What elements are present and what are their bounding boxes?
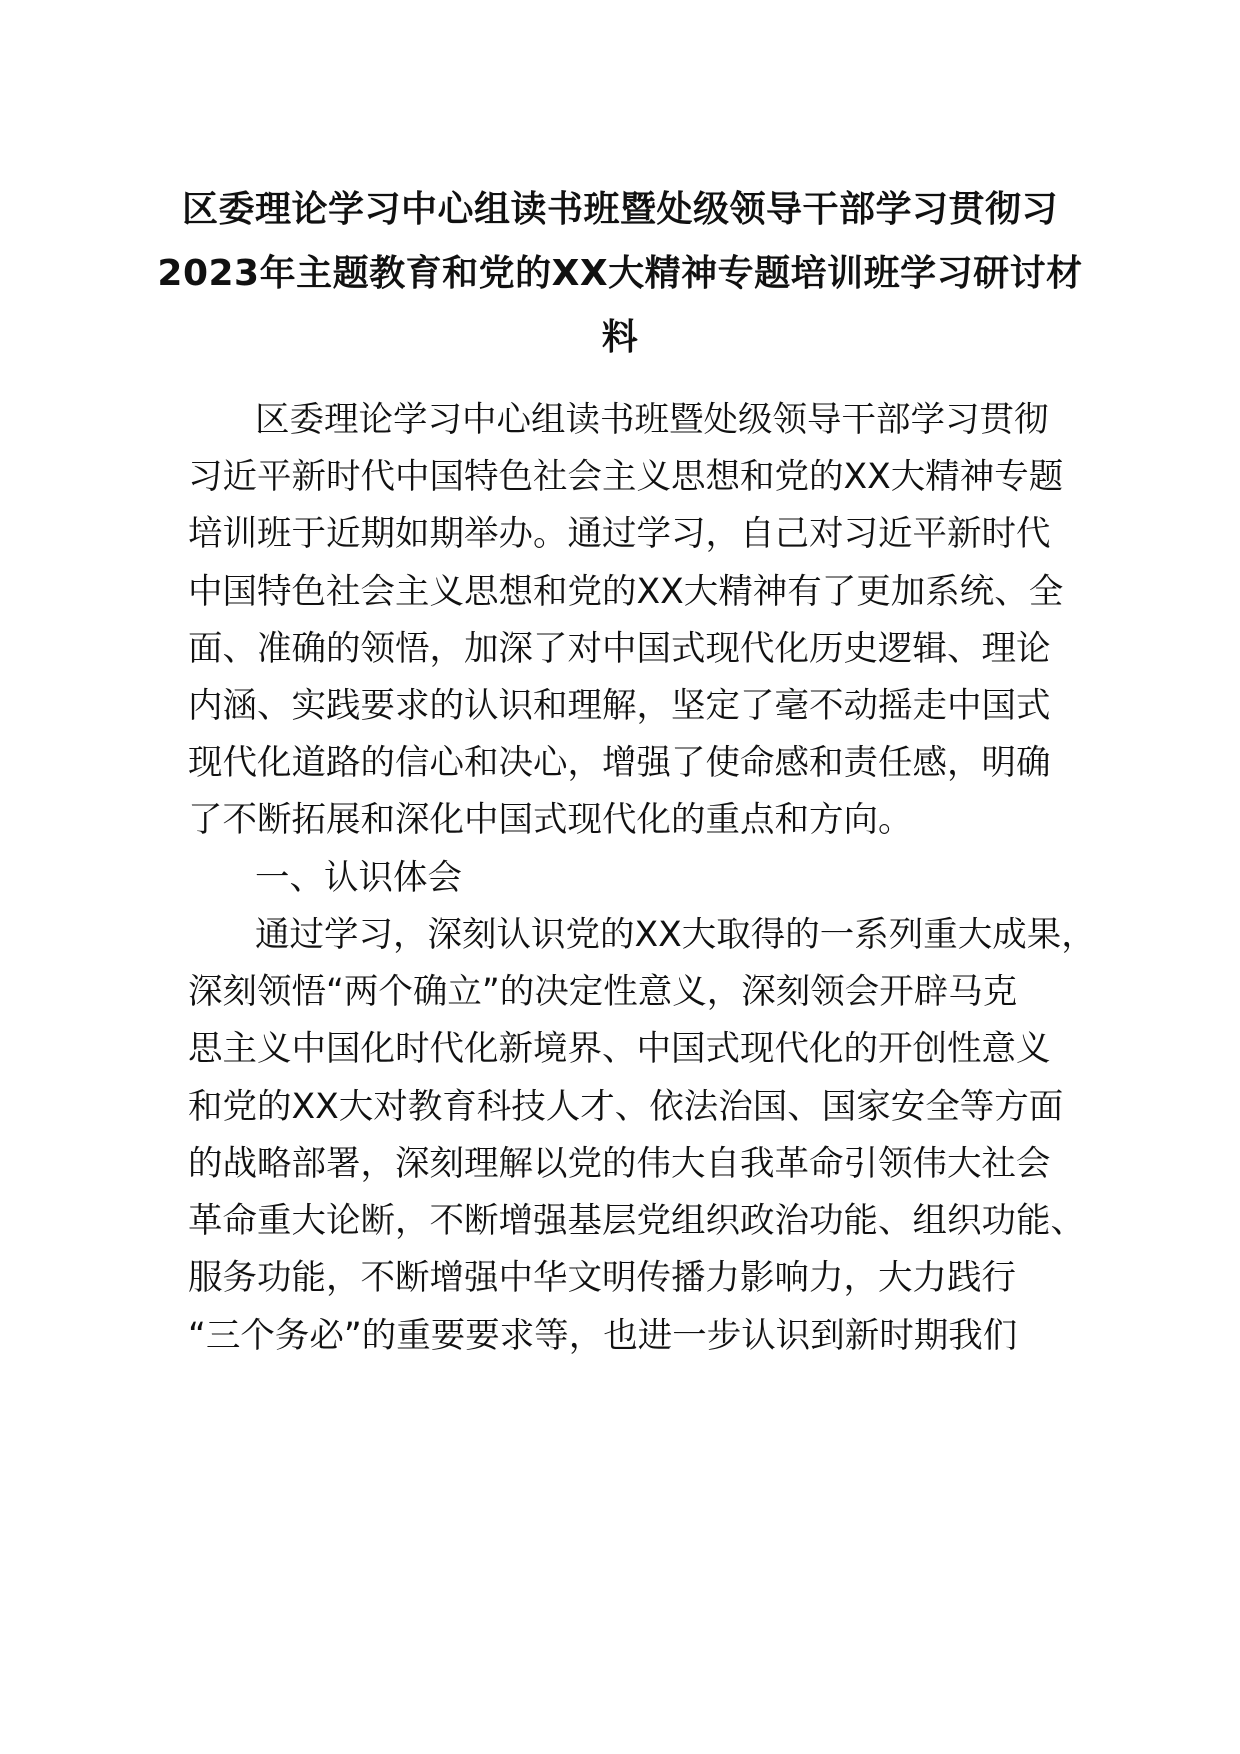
paragraph-line: 中国特色社会主义思想和党的XX大精神有了更加系统、全 [188, 572, 1064, 612]
paragraph-line: 和党的XX大对教育科技人才、依法治国、国家安全等方面 [188, 1087, 1064, 1127]
section-heading: 一、认识体会 [255, 858, 462, 898]
paragraph-line: 现代化道路的信心和决心，增强了使命感和责任感，明确 [188, 743, 1051, 783]
document-title-line-2: 2023年主题教育和党的XX大精神专题培训班学习研讨材 [157, 253, 1083, 294]
paragraph-line: 面、准确的领悟，加深了对中国式现代化历史逻辑、理论 [188, 629, 1051, 669]
paragraph-line: 革命重大论断，不断增强基层党组织政治功能、组织功能、 [188, 1201, 1085, 1241]
paragraph-line: 了不断拓展和深化中国式现代化的重点和方向。 [188, 800, 913, 840]
paragraph-line: 内涵、实践要求的认识和理解，坚定了毫不动摇走中国式 [188, 686, 1051, 726]
paragraph-line: “三个务必”的重要要求等，也进一步认识到新时期我们 [188, 1316, 1018, 1356]
paragraph-line: 深刻领悟“两个确立”的决定性意义，深刻领会开辟马克 [188, 972, 1018, 1012]
paragraph-line: 区委理论学习中心组读书班暨处级领导干部学习贯彻 [255, 400, 1049, 440]
paragraph-line: 思主义中国化时代化新境界、中国式现代化的开创性意义 [188, 1029, 1051, 1069]
paragraph-line: 的战略部署，深刻理解以党的伟大自我革命引领伟大社会 [188, 1144, 1051, 1184]
paragraph-line: 服务功能，不断增强中华文明传播力影响力，大力践行 [188, 1258, 1016, 1298]
document-title-line-3: 料 [601, 317, 639, 358]
paragraph-line: 习近平新时代中国特色社会主义思想和党的XX大精神专题 [188, 457, 1064, 497]
paragraph-line: 通过学习，深刻认识党的XX大取得的一系列重大成果， [255, 915, 1096, 955]
document-title-line-1: 区委理论学习中心组读书班暨处级领导干部学习贯彻习 [181, 189, 1058, 230]
paragraph-line: 培训班于近期如期举办。通过学习，自己对习近平新时代 [188, 514, 1051, 554]
